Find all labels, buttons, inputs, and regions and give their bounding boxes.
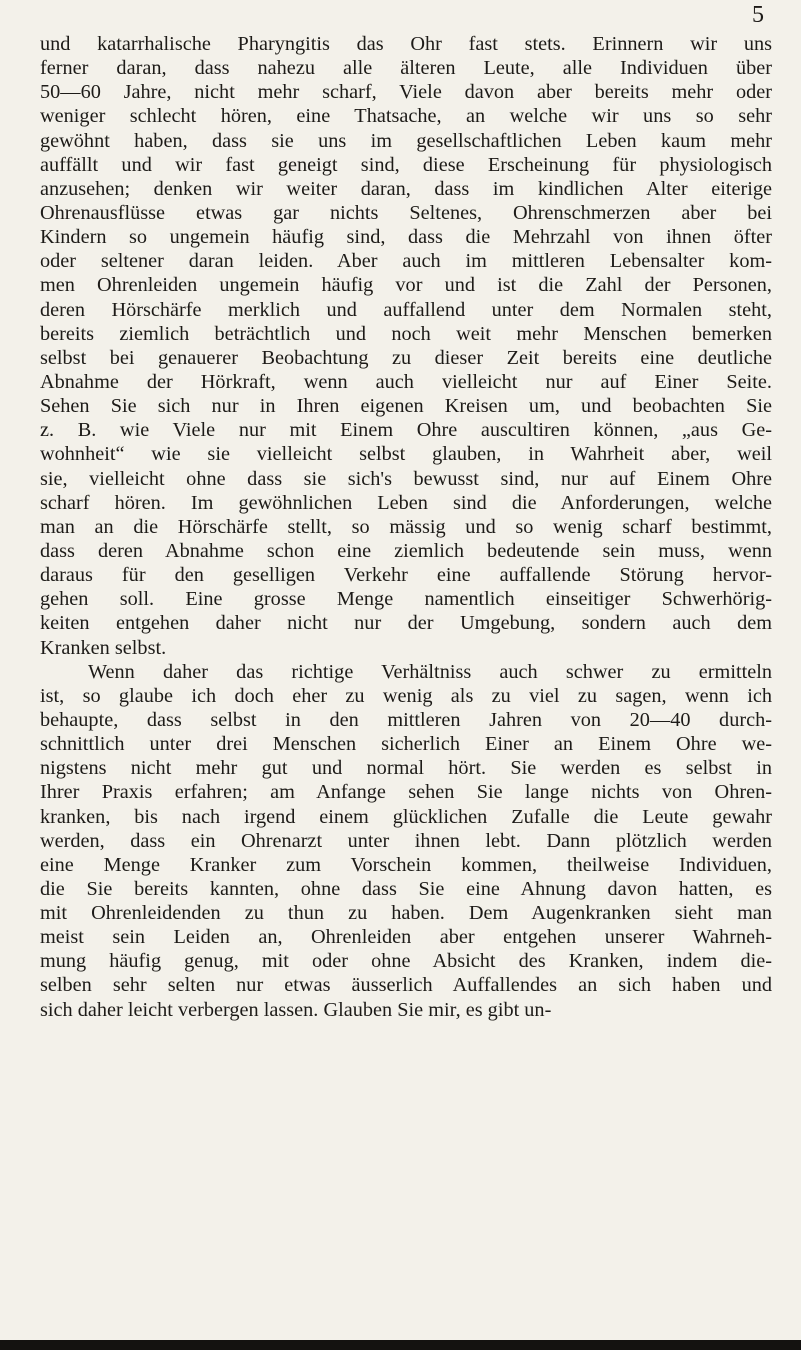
text-line: keiten entgehen daher nicht nur der Umgebung, sondern auch dem — [40, 612, 772, 635]
text-line: oder seltener daran leiden. Aber auch im mittleren Lebensalter kom- — [40, 250, 772, 273]
text-line: weniger schlecht hören, eine Thatsache, an welche wir uns so sehr — [40, 105, 772, 128]
text-line: gewöhnt haben, dass sie uns im gesellschaftlichen Leben kaum mehr — [40, 129, 772, 152]
text-line: mit Ohrenleidenden zu thun zu haben. Dem Augenkranken sieht man — [40, 902, 772, 925]
text-line: dass deren Abnahme schon eine ziemlich bedeutende sein muss, wenn — [40, 539, 772, 562]
text-line: z. B. wie Viele nur mit Einem Ohre auscultiren können, „aus Ge- — [40, 419, 772, 442]
text-line: auffällt und wir fast geneigt sind, diese Erscheinung für physiologisch — [40, 153, 772, 176]
text-line: Sehen Sie sich nur in Ihren eigenen Kreisen um, und beobachten Sie — [40, 395, 772, 418]
page-number: 5 — [752, 2, 764, 28]
text-line: eine Menge Kranker zum Vorschein kommen, theilweise Individuen, — [40, 853, 772, 876]
bottom-edge-rule — [0, 1340, 801, 1350]
text-line: Ohrenausflüsse etwas gar nichts Seltenes, Ohrenschmerzen aber bei — [40, 201, 772, 224]
text-line: man an die Hörschärfe stellt, so mässig und so wenig scharf bestimmt, — [40, 515, 772, 538]
paragraph-1 — [40, 32, 772, 660]
text-line: gehen soll. Eine grosse Menge namentlich einseitiger Schwerhörig- — [40, 588, 772, 611]
text-line: selben sehr selten nur etwas äusserlich Auffallendes an sich haben und — [40, 974, 772, 997]
text-line: Ihrer Praxis erfahren; am Anfange sehen Sie lange nichts von Ohren- — [40, 781, 772, 804]
text-line: schnittlich unter drei Menschen sicherlich Einer an Einem Ohre we- — [40, 733, 772, 756]
text-line: mung häufig genug, mit oder ohne Absicht des Kranken, indem die- — [40, 950, 772, 973]
text-line: men Ohrenleiden ungemein häufig vor und ist die Zahl der Personen, — [40, 274, 772, 297]
text-line: Kindern so ungemein häufig sind, dass die Mehrzahl von ihnen öfter — [40, 226, 772, 249]
text-line: nigstens nicht mehr gut und normal hört. Sie werden es selbst in — [40, 757, 772, 780]
text-line: meist sein Leiden an, Ohrenleiden aber entgehen unserer Wahrneh- — [40, 926, 772, 949]
text-line: sie, vielleicht ohne dass sie sich's bewusst sind, nur auf Einem Ohre — [40, 467, 772, 490]
text-line: behaupte, dass selbst in den mittleren Jahren von 20—40 durch- — [40, 708, 772, 731]
text-line: anzusehen; denken wir weiter daran, dass im kindlichen Alter eiterige — [40, 177, 772, 200]
text-line: kranken, bis nach irgend einem glücklichen Zufalle die Leute gewahr — [40, 805, 772, 828]
text-line: 50—60 Jahre, nicht mehr scharf, Viele davon aber bereits mehr oder — [40, 81, 772, 104]
text-line: Abnahme der Hörkraft, wenn auch vielleicht nur auf Einer Seite. — [40, 370, 772, 393]
text-line: Wenn daher das richtige Verhältniss auch schwer zu ermitteln — [88, 660, 772, 683]
text-line: daraus für den geselligen Verkehr eine auffallende Störung hervor- — [40, 564, 772, 587]
text-line: wohnheit“ wie sie vielleicht selbst glauben, in Wahrheit aber, weil — [40, 443, 772, 466]
text-line: werden, dass ein Ohrenarzt unter ihnen lebt. Dann plötzlich werden — [40, 829, 772, 852]
paragraph-2 — [40, 660, 772, 1022]
text-line: selbst bei genauerer Beobachtung zu dieser Zeit bereits eine deutliche — [40, 346, 772, 369]
text-line: ist, so glaube ich doch eher zu wenig als zu viel zu sagen, wenn ich — [40, 684, 772, 707]
text-line: die Sie bereits kannten, ohne dass Sie eine Ahnung davon hatten, es — [40, 877, 772, 900]
text-line: und katarrhalische Pharyngitis das Ohr fast stets. Erinnern wir uns — [40, 33, 772, 55]
text-line: ferner daran, dass nahezu alle älteren Leute, alle Individuen über — [40, 57, 772, 80]
text-line: bereits ziemlich beträchtlich und noch weit mehr Menschen bemerken — [40, 322, 772, 345]
text-line: deren Hörschärfe merklich und auffallend unter dem Normalen steht, — [40, 298, 772, 321]
text-line: scharf hören. Im gewöhnlichen Leben sind die Anforderungen, welche — [40, 491, 772, 514]
text-line: sich daher leicht verbergen lassen. Glauben Sie mir, es gibt un- — [40, 998, 552, 1021]
body-text — [40, 32, 772, 1022]
text-line: Kranken selbst. — [40, 636, 167, 659]
